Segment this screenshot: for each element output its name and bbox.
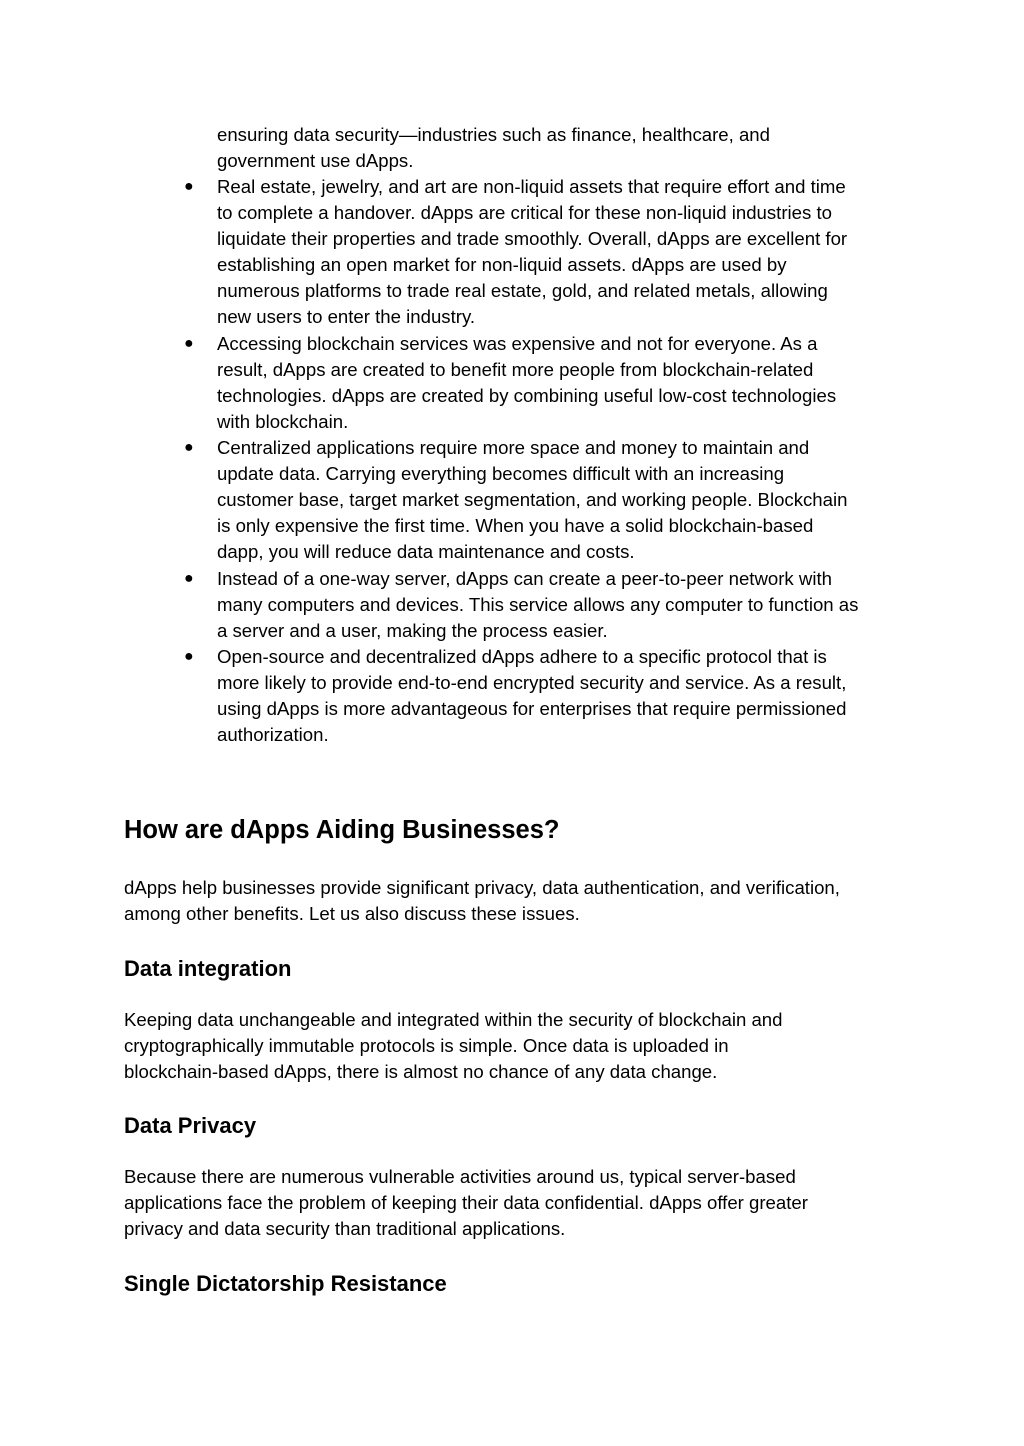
bullet-line: numerous platforms to trade real estate, gold, and related metals, allowing bbox=[217, 280, 828, 301]
bullet-marker: ● bbox=[184, 648, 194, 665]
paragraph-line: Because there are numerous vulnerable activities around us, typical server-based bbox=[124, 1166, 796, 1187]
continuation-line: government use dApps. bbox=[217, 150, 414, 171]
bullet-line: technologies. dApps are created by combining useful low-cost technologies bbox=[217, 385, 837, 406]
bullet-line: to complete a handover. dApps are critical for these non-liquid industries to bbox=[217, 202, 832, 223]
bullet-line: more likely to provide end-to-end encrypted security and service. As a result, bbox=[217, 672, 847, 693]
bullet-line: liquidate their properties and trade smoothly. Overall, dApps are excellent for bbox=[217, 228, 848, 249]
paragraph-line: cryptographically immutable protocols is simple. Once data is uploaded in bbox=[124, 1035, 729, 1056]
bullet-line: with blockchain. bbox=[217, 411, 349, 432]
paragraph-line: blockchain-based dApps, there is almost no chance of any data change. bbox=[124, 1061, 718, 1082]
bullet-line: customer base, target market segmentation, and working people. Blockchain bbox=[217, 489, 848, 510]
bullet-line: Centralized applications require more space and money to maintain and bbox=[217, 437, 810, 458]
bullet-line: authorization. bbox=[217, 724, 329, 745]
paragraph-line: Keeping data unchangeable and integrated within the security of blockchain and bbox=[124, 1009, 783, 1030]
bullet-line: dapp, you will reduce data maintenance and costs. bbox=[217, 541, 635, 562]
bullet-line: using dApps is more advantageous for enterprises that require permissioned bbox=[217, 698, 847, 719]
bullet-line: Open-source and decentralized dApps adhere to a specific protocol that is bbox=[217, 646, 827, 667]
subsection-heading: Data Privacy bbox=[124, 1113, 257, 1138]
bullet-line: new users to enter the industry. bbox=[217, 306, 476, 327]
subsection-heading: Single Dictatorship Resistance bbox=[124, 1271, 447, 1296]
bullet-line: Instead of a one-way server, dApps can create a peer-to-peer network with bbox=[217, 568, 832, 589]
bullet-marker: ● bbox=[184, 439, 194, 456]
bullet-line: a server and a user, making the process easier. bbox=[217, 620, 608, 641]
paragraph-line: privacy and data security than traditional applications. bbox=[124, 1218, 566, 1239]
bullet-marker: ● bbox=[184, 178, 194, 195]
continuation-line: ensuring data security—industries such as finance, healthcare, and bbox=[217, 124, 770, 145]
section-intro-line: among other benefits. Let us also discuss these issues. bbox=[124, 903, 580, 924]
bullet-line: establishing an open market for non-liquid assets. dApps are used by bbox=[217, 254, 787, 275]
bullet-line: Real estate, jewelry, and art are non-liquid assets that require effort and time bbox=[217, 176, 846, 197]
paragraph-line: applications face the problem of keeping their data confidential. dApps offer greater bbox=[124, 1192, 808, 1213]
bullet-marker: ● bbox=[184, 335, 194, 352]
section-intro-line: dApps help businesses provide significant privacy, data authentication, and verification, bbox=[124, 877, 840, 898]
section-heading: How are dApps Aiding Businesses? bbox=[124, 816, 560, 844]
subsection-heading: Data integration bbox=[124, 956, 292, 981]
bullet-line: many computers and devices. This service allows any computer to function as bbox=[217, 594, 859, 615]
bullet-line: is only expensive the first time. When you have a solid blockchain-based bbox=[217, 515, 814, 536]
bullet-line: result, dApps are created to benefit more people from blockchain-related bbox=[217, 359, 814, 380]
bullet-marker: ● bbox=[184, 570, 194, 587]
bullet-line: update data. Carrying everything becomes difficult with an increasing bbox=[217, 463, 785, 484]
bullet-line: Accessing blockchain services was expensive and not for everyone. As a bbox=[217, 333, 818, 354]
